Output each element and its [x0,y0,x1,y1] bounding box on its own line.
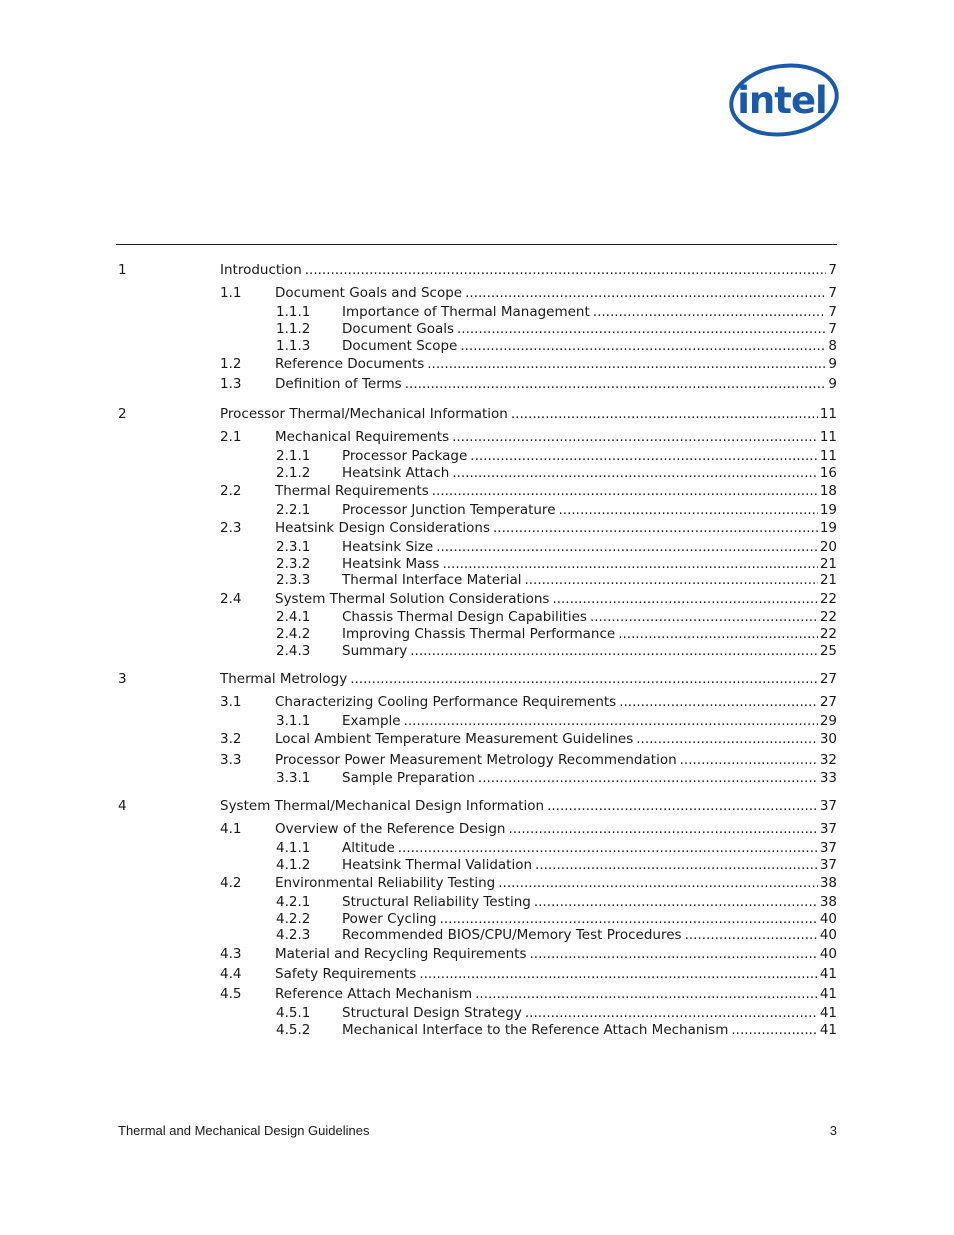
toc-entry-title: Recommended BIOS/CPU/Memory Test Procedures [342,927,682,943]
toc-entry-page: 21 [819,556,837,572]
toc-entry-link[interactable] [275,965,837,983]
toc-entry-3-3-1[interactable] [0,769,954,787]
toc-entry-title: Heatsink Attach [342,465,450,481]
toc-entry-1-3[interactable] [0,375,954,393]
toc-entry-page: 11 [819,429,837,445]
toc-entry-1-1[interactable] [0,284,954,302]
logo-text: intel [737,79,827,122]
toc-entry-number: 2.3.2 [276,556,311,572]
toc-entry-link[interactable] [275,284,837,302]
toc-entry-page: 9 [828,376,837,392]
footer-title: Thermal and Mechanical Design Guidelines [118,1123,370,1138]
toc-entry-page: 37 [819,821,837,837]
toc-dot-leader [457,337,826,355]
toc-entry-page: 22 [819,591,837,607]
toc-entry-number: 3.2 [220,731,242,747]
toc-entry-page: 40 [819,927,837,943]
toc-entry-4[interactable] [0,797,954,815]
toc-entry-number: 3.1.1 [276,713,311,729]
toc-entry-link[interactable] [275,482,837,500]
toc-entry-page: 9 [828,356,837,372]
toc-entry-2-1-1[interactable] [0,447,954,465]
toc-entry-link[interactable] [342,893,837,911]
toc-entry-title: Heatsink Size [342,539,434,555]
toc-entry-1-1-2[interactable] [0,320,954,338]
toc-dot-leader [556,501,818,519]
toc-entry-link[interactable] [220,261,837,279]
toc-entry-link[interactable] [342,1021,837,1039]
toc-entry-page: 7 [828,304,837,320]
toc-entry-number: 3 [118,671,127,687]
toc-dot-leader [495,874,818,892]
toc-entry-4-2[interactable] [0,874,954,892]
toc-entry-2-1[interactable] [0,428,954,446]
toc-entry-link[interactable] [342,712,837,730]
toc-dot-leader [505,820,817,838]
toc-entry-link[interactable] [220,405,837,423]
toc-entry-link[interactable] [342,608,837,626]
toc-dot-leader [302,261,827,279]
toc-entry-title: Processor Junction Temperature [342,502,556,518]
toc-dot-leader [475,769,818,787]
toc-entry-page: 41 [819,1005,837,1021]
toc-entry-2-3[interactable] [0,519,954,537]
toc-entry-title: Chassis Thermal Design Capabilities [342,609,587,625]
toc-dot-leader [490,519,818,537]
toc-entry-number: 2.4.2 [276,626,311,642]
toc-entry-number: 1.3 [220,376,242,392]
toc-dot-leader [449,428,818,446]
toc-entry-title: Thermal Requirements [275,483,429,499]
toc-entry-link[interactable] [275,693,837,711]
toc-entry-4-1-2[interactable] [0,856,954,874]
toc-entry-number: 1.1.1 [276,304,311,320]
toc-dot-leader [532,856,818,874]
toc-entry-link[interactable] [342,839,837,857]
toc-entry-page: 33 [819,770,837,786]
toc-entry-4-3[interactable] [0,945,954,963]
toc-entry-number: 4.3 [220,946,242,962]
toc-entry-link[interactable] [275,751,837,769]
toc-entry-link[interactable] [342,464,837,482]
toc-dot-leader [407,642,818,660]
toc-dot-leader [454,320,826,338]
toc-entry-number: 2.4.3 [276,643,311,659]
toc-entry-link[interactable] [342,538,837,556]
toc-entry-page: 16 [819,465,837,481]
toc-entry-page: 37 [819,857,837,873]
toc-entry-link[interactable] [342,856,837,874]
toc-entry-page: 7 [828,285,837,301]
toc-dot-leader [467,447,818,465]
toc-dot-leader [402,375,827,393]
toc-entry-title: Summary [342,643,408,659]
toc-entry-link[interactable] [342,642,837,660]
toc-entry-page: 29 [819,713,837,729]
toc-entry-link[interactable] [220,797,837,815]
toc-entry-1[interactable] [0,261,954,279]
toc-entry-page: 38 [819,875,837,891]
toc-entry-number: 2.3 [220,520,242,536]
toc-dot-leader [531,893,818,911]
toc-dot-leader [615,625,818,643]
toc-entry-2-4-3[interactable] [0,642,954,660]
toc-entry-4-2-1[interactable] [0,893,954,911]
toc-entry-number: 4.2.3 [276,927,311,943]
toc-entry-number: 2.4 [220,591,242,607]
footer-page-number: 3 [829,1123,837,1138]
toc-entry-title: Definition of Terms [275,376,402,392]
toc-entry-title: Heatsink Design Considerations [275,520,490,536]
toc-entry-title: Thermal Metrology [220,671,348,687]
toc-entry-page: 41 [819,966,837,982]
toc-entry-page: 40 [819,911,837,927]
toc-entry-link[interactable] [275,874,837,892]
toc-entry-number: 2.3.1 [276,539,311,555]
toc-entry-page: 19 [819,502,837,518]
toc-entry-link[interactable] [342,320,837,338]
toc-entry-1-1-3[interactable] [0,337,954,355]
toc-dot-leader [449,464,818,482]
toc-entry-number: 2.4.1 [276,609,311,625]
toc-dot-leader [682,926,818,944]
toc-entry-page: 22 [819,609,837,625]
toc-dot-leader [633,730,818,748]
toc-entry-title: Structural Reliability Testing [342,894,531,910]
toc-dot-leader [472,985,818,1003]
toc-entry-page: 11 [819,406,837,422]
toc-entry-title: Document Goals and Scope [275,285,463,301]
toc-entry-page: 37 [819,840,837,856]
toc-entry-title: Environmental Reliability Testing [275,875,496,891]
toc-entry-3-1[interactable] [0,693,954,711]
toc-entry-page: 7 [828,262,837,278]
toc-entry-number: 4.5 [220,986,242,1002]
toc-entry-title: Processor Thermal/Mechanical Information [220,406,508,422]
toc-entry-2-2-1[interactable] [0,501,954,519]
toc-entry-page: 27 [819,694,837,710]
toc-entry-link[interactable] [275,730,837,748]
toc-entry-number: 1.1.3 [276,338,311,354]
toc-entry-number: 4.2.2 [276,911,311,927]
toc-entry-4-1[interactable] [0,820,954,838]
toc-entry-number: 4.5.1 [276,1005,311,1021]
toc-dot-leader [677,751,818,769]
toc-entry-page: 41 [819,1022,837,1038]
toc-entry-number: 1.1.2 [276,321,311,337]
toc-entry-number: 2.2 [220,483,242,499]
toc-entry-link[interactable] [275,428,837,446]
toc-entry-page: 27 [819,671,837,687]
toc-entry-title: Heatsink Mass [342,556,440,572]
toc-entry-number: 4.2 [220,875,242,891]
toc-entry-number: 4.5.2 [276,1022,311,1038]
toc-entry-2-2[interactable] [0,482,954,500]
toc-entry-4-1-1[interactable] [0,839,954,857]
toc-entry-title: Reference Attach Mechanism [275,986,473,1002]
toc-entry-page: 40 [819,946,837,962]
toc-entry-title: Introduction [220,262,302,278]
toc-entry-title: Importance of Thermal Management [342,304,590,320]
toc-entry-title: Safety Requirements [275,966,417,982]
toc-dot-leader [395,839,818,857]
toc-entry-number: 1.1 [220,285,242,301]
toc-entry-link[interactable] [220,670,837,688]
toc-dot-leader [347,670,818,688]
toc-entry-3-2[interactable] [0,730,954,748]
toc-entry-number: 2 [118,406,127,422]
toc-entry-page: 20 [819,539,837,555]
toc-entry-number: 3.1 [220,694,242,710]
toc-entry-number: 2.1.2 [276,465,311,481]
toc-dot-leader [590,303,827,321]
toc-entry-page: 41 [819,986,837,1002]
toc-entry-4-5[interactable] [0,985,954,1003]
toc-dot-leader [587,608,818,626]
toc-entry-number: 3.3 [220,752,242,768]
toc-entry-2-1-2[interactable] [0,464,954,482]
toc-entry-title: Structural Design Strategy [342,1005,522,1021]
toc-dot-leader [433,538,818,556]
toc-entry-number: 4.1.1 [276,840,311,856]
toc-entry-title: System Thermal/Mechanical Design Information [220,798,545,814]
toc-entry-2-4[interactable] [0,590,954,608]
toc-entry-4-5-2[interactable] [0,1021,954,1039]
toc-entry-link[interactable] [342,447,837,465]
toc-dot-leader [549,590,817,608]
toc-entry-title: Material and Recycling Requirements [275,946,527,962]
toc-dot-leader [728,1021,817,1039]
toc-entry-link[interactable] [275,375,837,393]
toc-entry-2-4-2[interactable] [0,625,954,643]
toc-dot-leader [544,797,818,815]
toc-dot-leader [401,712,818,730]
toc-entry-2[interactable] [0,405,954,423]
toc-entry-page: 32 [819,752,837,768]
toc-entry-title: Processor Power Measurement Metrology Recommendation [275,752,677,768]
toc-entry-title: Improving Chassis Thermal Performance [342,626,616,642]
toc-entry-4-2-3[interactable] [0,926,954,944]
toc-entry-4-5-1[interactable] [0,1004,954,1022]
toc-entry-number: 1 [118,262,127,278]
toc-entry-link[interactable] [275,590,837,608]
toc-entry-link[interactable] [275,985,837,1003]
toc-entry-title: Document Goals [342,321,455,337]
toc-entry-link[interactable] [275,355,837,373]
toc-entry-page: 7 [828,321,837,337]
toc-dot-leader [424,355,826,373]
toc-entry-title: Thermal Interface Material [342,572,522,588]
toc-entry-number: 4.2.1 [276,894,311,910]
toc-dot-leader [527,945,818,963]
toc-entry-link[interactable] [342,769,837,787]
toc-entry-number: 4.4 [220,966,242,982]
toc-dot-leader [429,482,818,500]
toc-entry-title: Heatsink Thermal Validation [342,857,533,873]
toc-entry-title: Characterizing Cooling Performance Requirements [275,694,617,710]
toc-entry-title: Processor Package [342,448,468,464]
toc-entry-link[interactable] [342,501,837,519]
toc-entry-page: 37 [819,798,837,814]
toc-dot-leader [522,1004,818,1022]
toc-dot-leader [521,571,817,589]
toc-entry-number: 2.1 [220,429,242,445]
toc-entry-title: Reference Documents [275,356,425,372]
toc-entry-1-1-1[interactable] [0,303,954,321]
toc-entry-3[interactable] [0,670,954,688]
toc-entry-2-4-1[interactable] [0,608,954,626]
toc-entry-link[interactable] [342,926,837,944]
toc-entry-page: 18 [819,483,837,499]
toc-entry-link[interactable] [342,625,837,643]
toc-entry-page: 25 [819,643,837,659]
toc-entry-title: Example [342,713,401,729]
toc-entry-page: 8 [828,338,837,354]
toc-entry-link[interactable] [275,519,837,537]
toc-entry-title: Mechanical Interface to the Reference Attach Mechanism [342,1022,729,1038]
toc-dot-leader [462,284,826,302]
toc-entry-number: 4 [118,798,127,814]
toc-entry-link[interactable] [342,1004,837,1022]
toc-entry-title: Altitude [342,840,395,856]
toc-entry-page: 21 [819,572,837,588]
toc-entry-link[interactable] [275,945,837,963]
toc-entry-number: 2.1.1 [276,448,311,464]
toc-entry-1-2[interactable] [0,355,954,373]
toc-entry-page: 22 [819,626,837,642]
toc-dot-leader [616,693,818,711]
toc-dot-leader [416,965,817,983]
toc-entry-3-1-1[interactable] [0,712,954,730]
toc-entry-2-3-3[interactable] [0,571,954,589]
toc-entry-4-4[interactable] [0,965,954,983]
toc-entry-title: Mechanical Requirements [275,429,450,445]
toc-entry-3-3[interactable] [0,751,954,769]
toc-dot-leader [508,405,818,423]
toc-entry-number: 3.3.1 [276,770,311,786]
toc-entry-title: Local Ambient Temperature Measurement Guidelines [275,731,634,747]
toc-entry-page: 30 [819,731,837,747]
toc-entry-link[interactable] [275,820,837,838]
toc-entry-link[interactable] [342,337,837,355]
toc-entry-number: 1.2 [220,356,242,372]
toc-entry-2-3-1[interactable] [0,538,954,556]
toc-entry-number: 2.2.1 [276,502,311,518]
toc-entry-number: 4.1.2 [276,857,311,873]
toc-entry-link[interactable] [342,571,837,589]
toc-entry-number: 4.1 [220,821,242,837]
toc-entry-title: Sample Preparation [342,770,475,786]
toc-entry-page: 38 [819,894,837,910]
toc-entry-title: Document Scope [342,338,458,354]
toc-entry-number: 2.3.3 [276,572,311,588]
toc-entry-title: Power Cycling [342,911,437,927]
toc-entry-link[interactable] [342,303,837,321]
toc-entry-page: 19 [819,520,837,536]
toc-entry-title: Overview of the Reference Design [275,821,506,837]
toc-entry-page: 11 [819,448,837,464]
toc-entry-title: System Thermal Solution Considerations [275,591,550,607]
